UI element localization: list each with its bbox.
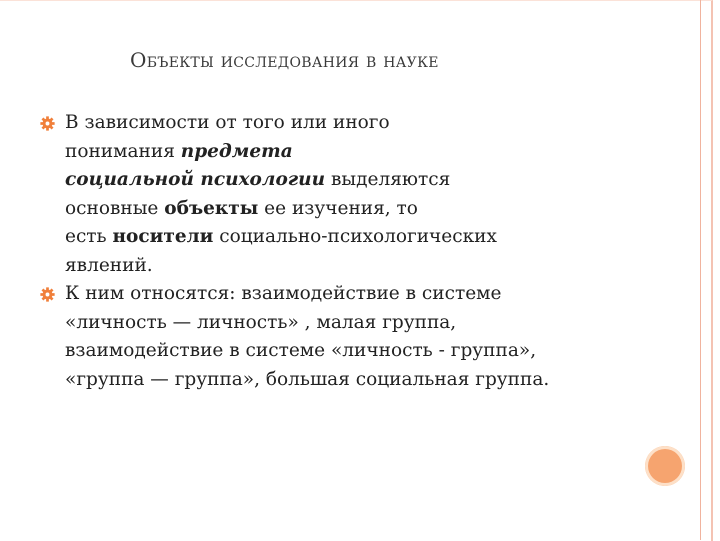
bullet-line [65,309,660,338]
text-run: «группа — группа», большая социальная группа. [65,368,550,390]
bullet-line [65,138,660,167]
text-run: носители [112,226,214,247]
text-run: социальной психологии [65,169,326,190]
bullet-line [65,337,660,366]
text-run: есть [65,226,113,247]
text-run: явлений. [65,254,153,276]
bullet-line [65,195,660,224]
text-run: В зависимости от того или иного [65,112,390,133]
text-run: ее изучения, то [258,197,418,219]
slide-title: Объекты исследования в науке [130,48,439,72]
text-run: понимания [65,140,181,162]
bullet-list [40,109,660,394]
text-run: предмета [180,140,293,162]
bullet-line [65,223,660,252]
bullet-line [65,166,660,195]
text-run: К ним относятся: взаимодействие в системе [65,283,502,304]
decorative-circle [645,446,685,486]
text-run: взаимодействие в системе «личность - группа», [65,340,537,361]
bullet-line [65,252,660,281]
text-run: выделяются [325,169,451,190]
bullet-item [40,109,660,280]
text-run: основные [65,197,165,219]
bullet-line [65,366,660,395]
text-run: объекты [164,197,259,219]
gear-icon [40,116,55,131]
bullet-line [65,280,660,309]
bullet-line [65,109,660,138]
gear-icon [40,287,55,302]
bullet-item [40,280,660,394]
text-run: социально-психологических [213,226,497,247]
text-run: «личность — личность» , малая группа, [65,311,457,333]
